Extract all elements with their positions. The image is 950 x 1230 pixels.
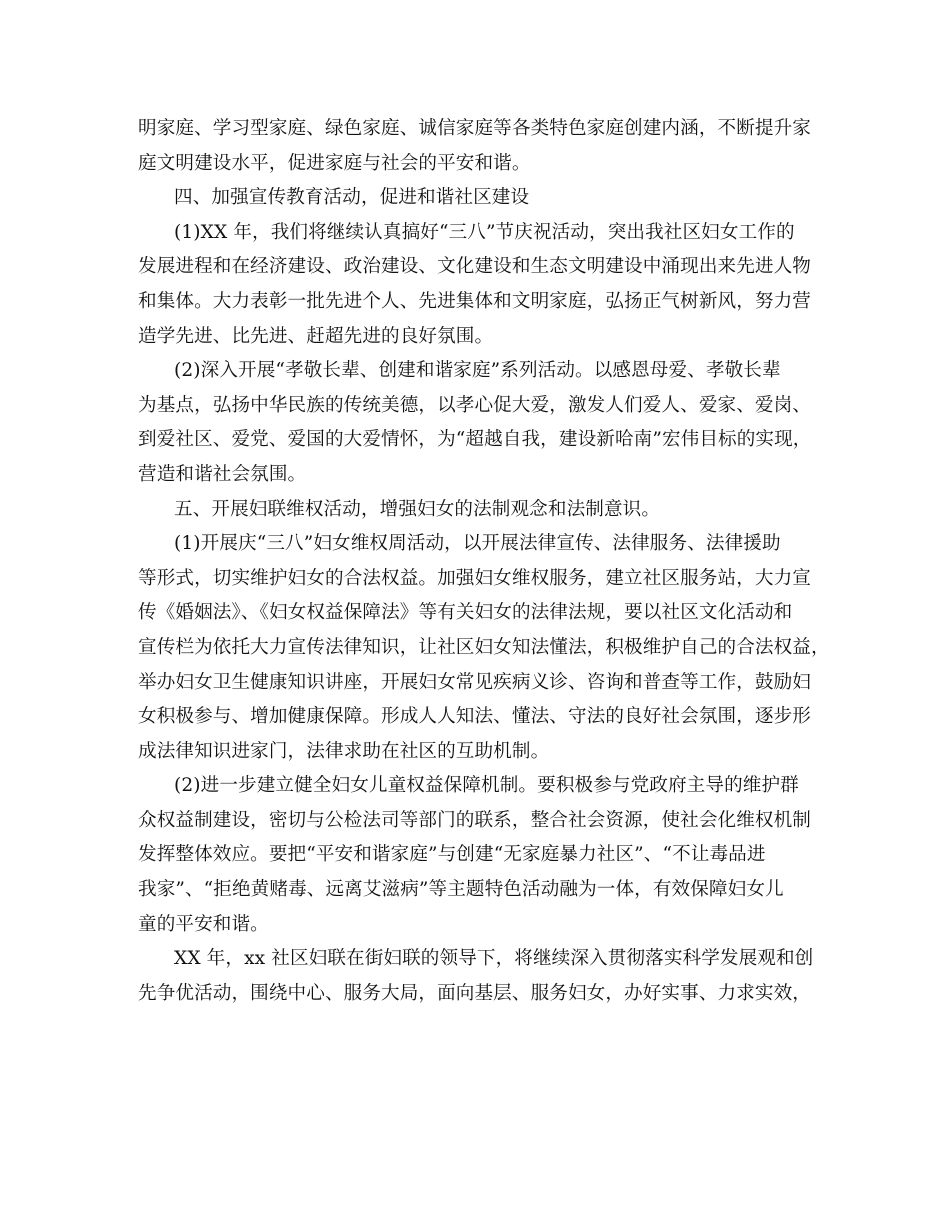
text-line: 营造和谐社会氛围。 [138,463,307,485]
text-line: 发展进程和在经济建设、政治建设、文化建设和生态文明建设中涌现出来先进人物 [138,256,811,278]
text-line: 众权益制建设，密切与公检法司等部门的联系，整合社会资源，使社会化维权机制 [138,809,811,831]
section-heading: 四、加强宣传教育活动，促进和谐社区建设 [174,187,530,209]
text-line: 宣传栏为依托大力宣传法律知识，让社区妇女知法懂法，积极维护自己的合法权益， [138,636,830,658]
text-line: (2)深入开展“孝敬长辈、创建和谐家庭”系列活动。以感恩母爱、孝敬长辈 [174,360,781,382]
text-line: (2)进一步建立健全妇女儿童权益保障机制。要积极参与党政府主导的维护群 [174,775,799,797]
text-line: 为基点，弘扬中华民族的传统美德，以孝心促大爱，激发人们爱人、爱家、爱岗、 [138,394,811,416]
text-line: 庭文明建设水平，促进家庭与社会的平安和谐。 [138,152,531,174]
text-line: 明家庭、学习型家庭、绿色家庭、诚信家庭等各类特色家庭创建内涵，不断提升家 [138,118,811,139]
text-line: 等形式，切实维护妇女的合法权益。加强妇女维权服务，建立社区服务站，大力宣 [138,567,811,589]
text-line: 传《婚姻法》、《妇女权益保障法》等有关妇女的法律法规，要以社区文化活动和 [138,602,793,624]
section-heading: 五、开展妇联维权活动，增强妇女的法制观念和法制意识。 [174,498,661,520]
text-line: 成法律知识进家门，法律求助在社区的互助机制。 [138,740,550,762]
text-line: 女积极参与、增加健康保障。形成人人知法、懂法、守法的良好社会氛围，逐步形 [138,706,811,728]
text-line: 到爱社区、爱党、爱国的大爱情怀，为“超越自我，建设新哈南”宏伟目标的实现， [138,429,812,451]
text-line: (1)开展庆“三八”妇女维权周活动，以开展法律宣传、法律服务、法律援助 [174,533,781,555]
text-line: 举办妇女卫生健康知识讲座，开展妇女常见疾病义诊、咨询和普查等工作，鼓励妇 [138,671,811,693]
text-line: 和集体。大力表彰一批先进个人、先进集体和文明家庭，弘扬正气树新风，努力营 [138,290,811,312]
text-line: 我家”、“拒绝黄赌毒、远离艾滋病”等主题特色活动融为一体，有效保障妇女儿 [138,879,784,901]
document-body [138,112,830,1011]
text-line: 童的平安和谐。 [138,913,269,935]
text-line: (1)XX 年，我们将继续认真搞好“三八”节庆祝活动，突出我社区妇女工作的 [174,221,795,243]
text-line: XX 年，xx 社区妇联在街妇联的领导下，将继续深入贯彻落实科学发展观和创 [174,948,814,970]
text-line: 先争优活动，围绕中心、服务大局，面向基层、服务妇女，办好实事、力求实效， [138,982,811,1004]
text-line: 造学先进、比先进、赶超先进的良好氛围。 [138,325,494,347]
text-line: 发挥整体效应。要把“平安和谐家庭”与创建“无家庭暴力社区”、“不让毒品进 [138,844,766,866]
